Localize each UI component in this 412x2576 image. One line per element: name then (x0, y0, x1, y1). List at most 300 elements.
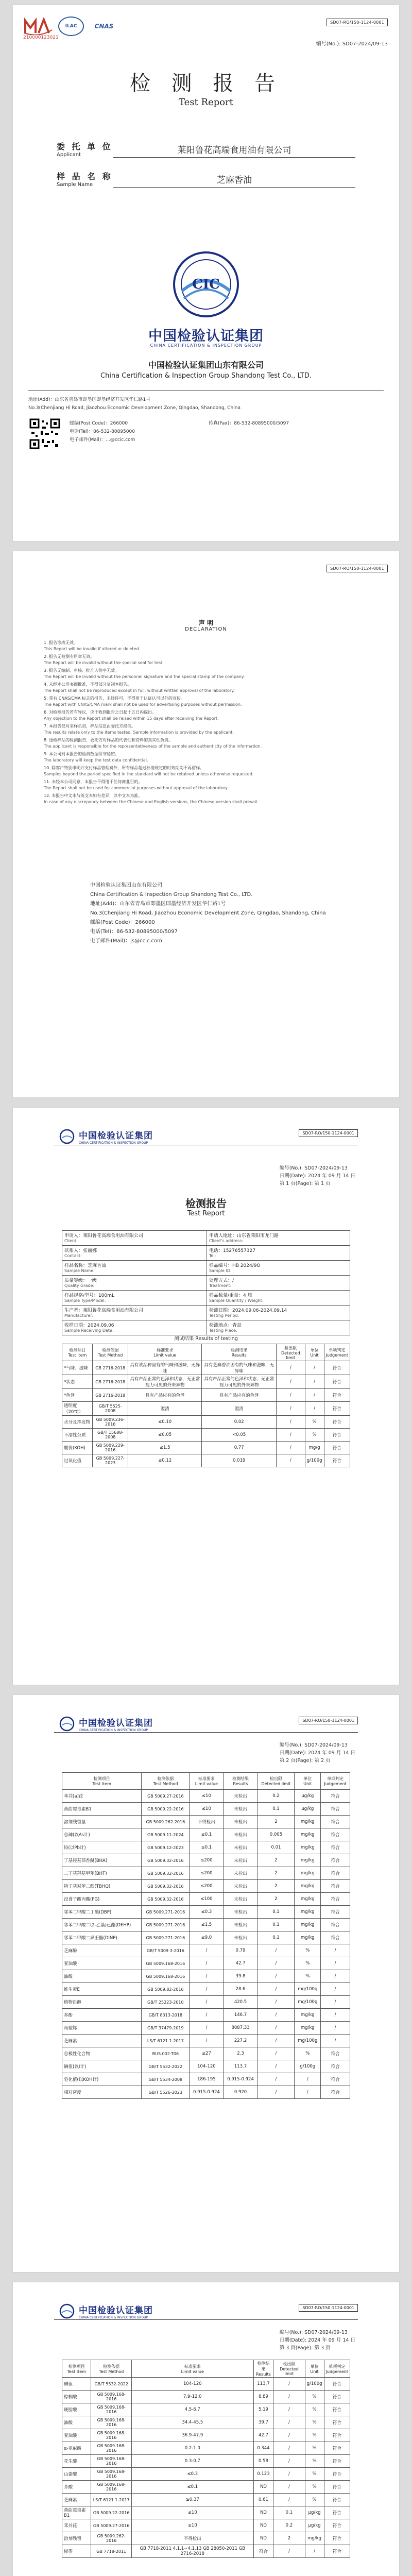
declaration-contact (90, 881, 326, 946)
table-row (62, 2035, 350, 2047)
column-header: 单位 Unit (295, 1773, 321, 1790)
value-cell: / (273, 2391, 305, 2403)
value-cell: / (190, 1983, 224, 1996)
telephone: 电话(Tel)：86-532-80895000 (70, 429, 135, 434)
report-number: 编号(No.): SD07-2024/09-13 (316, 41, 388, 47)
value-cell: 符合 (321, 1931, 350, 1944)
test-item-cell: 过氧化值 (62, 1454, 93, 1467)
test-item-cell: 油酸 (62, 2416, 91, 2429)
value-cell: 未检出 (224, 1790, 258, 1803)
table-row (62, 1416, 350, 1429)
value-cell: ≤0.1 (190, 1828, 224, 1841)
value-cell: / (258, 2060, 295, 2073)
header-meta (280, 1741, 355, 1765)
value-cell: / (190, 1957, 224, 1970)
test-item-cell: 维生素E (62, 1983, 142, 1996)
value-cell: mg/kg (295, 1841, 321, 1854)
table-row (62, 1893, 350, 1906)
table-header-row (62, 1773, 350, 1790)
column-header: 检测依据 Test Method (91, 2360, 131, 2378)
value-cell: g/100g (295, 2060, 321, 2073)
branch-name-cn: 中国检验认证集团山东有限公司 (148, 360, 264, 370)
value-cell: % (305, 2442, 324, 2455)
value-cell: 符合 (321, 2060, 350, 2073)
value-cell: % (305, 2416, 324, 2429)
value-cell: 0.2-1.0 (131, 2442, 253, 2455)
method-cell: LS/T 6121.1-2017 (142, 2035, 190, 2047)
test-item-cell: 水分及挥发物 (62, 1416, 93, 1429)
value-cell: / (190, 1944, 224, 1957)
method-cell: GB 5009.168-2016 (91, 2429, 131, 2442)
list-item: 8. 送检样品的检测报告，委托方对样品的代表性和资料的真实性负责。 The applicant is responsible for the representativeness of the sample and authenticity of the information. (44, 738, 262, 749)
value-cell: 符合 (321, 1919, 350, 1931)
value-cell: 未检出 (224, 1893, 258, 1906)
value-cell: % (305, 2481, 324, 2494)
table-row (62, 1867, 350, 1880)
value-cell: / (305, 2545, 324, 2558)
header-meta (280, 1164, 355, 1188)
method-cell: GB 5009.22-2016 (91, 2506, 131, 2519)
test-item-cell: 棕榈酸 (62, 2391, 91, 2403)
value-cell: ≤0.12 (128, 1454, 201, 1467)
table-row (62, 2391, 350, 2403)
column-header: 标准要求 Limit value (131, 2360, 253, 2378)
info-row (62, 1276, 350, 1291)
table-row (62, 2378, 350, 2391)
value-cell: 113.7 (253, 2378, 273, 2391)
value-cell: 具有产品应有的色泽 (202, 1389, 277, 1402)
table-header-row (62, 1344, 350, 1361)
info-cell: 样品规格/型号：100mL Sample Type/Model: (62, 1291, 207, 1306)
value-cell: 符合 (321, 1790, 350, 1803)
sample-row (57, 170, 355, 188)
value-cell: % (305, 1429, 324, 1442)
value-cell: GB 7718-2011 4.1.1~4.1.13 GB 28050-2011 GB 2716-2018 (131, 2545, 253, 2558)
report-page-3 (13, 2282, 399, 2576)
value-cell: / (190, 2035, 224, 2047)
value-cell: ≤0.10 (128, 1416, 201, 1429)
value-cell: 39.7 (253, 2416, 273, 2429)
value-cell: / (305, 1375, 324, 1389)
value-cell: / (321, 1996, 350, 2009)
table-row (62, 2468, 350, 2481)
method-cell: GB/T 5532-2022 (91, 2378, 131, 2391)
value-cell: / (273, 2481, 305, 2494)
applicant-label-en: Applicant (57, 152, 81, 158)
value-cell: 符合 (321, 1867, 350, 1880)
column-header: 检测结果 Results (202, 1344, 277, 1361)
report-title-cn: 检 测 报 告 (129, 72, 283, 95)
value-cell: 0.915-0.924 (224, 2073, 258, 2086)
contact-address-en: No.3(Chenjiang Hi Road, Jiaozhou Economic Development Zone, Qingdao, Shandong, China (90, 910, 326, 916)
value-cell: mg/kg (295, 1919, 321, 1931)
value-cell: 0.2 (258, 1790, 295, 1803)
method-cell: GB 2716-2018 (93, 1361, 128, 1375)
cma-number: 210000123021 (23, 35, 59, 40)
test-item-cell: 苯并[a]芘 (62, 1790, 142, 1803)
value-cell: ≤200 (190, 1880, 224, 1893)
column-header: 单位 Unit (305, 2360, 324, 2378)
test-item-cell: 碘值 (62, 2378, 91, 2391)
column-header: 单项判定 Judgement (324, 1344, 350, 1361)
value-cell: 具有产品应有的色泽 (128, 1389, 201, 1402)
value-cell: 未检出 (224, 1931, 258, 1944)
value-cell: / (321, 1944, 350, 1957)
header-logo-cn: 中国检验认证集团 (79, 1718, 153, 1728)
value-cell: 符合 (321, 2047, 350, 2060)
value-cell: 2 (258, 1893, 295, 1906)
column-header: 单项判定 Judgement (321, 1773, 350, 1790)
value-cell: ≤9.0 (190, 1931, 224, 1944)
value-cell: ≤0.1 (131, 2481, 253, 2494)
value-cell: 未检出 (224, 1880, 258, 1893)
value-cell: 2 (258, 1854, 295, 1867)
table-row (62, 2060, 350, 2073)
method-cell: GB/T 5534-2008 (142, 2073, 190, 2086)
value-cell: / (258, 2086, 295, 2099)
value-cell: ≤1.5 (190, 1919, 224, 1931)
test-item-cell: 溶剂残留量 (62, 1816, 142, 1828)
value-cell: 澄清 (128, 1402, 201, 1416)
value-cell: 0.1 (258, 1919, 295, 1931)
info-cell: 申请人：莱阳鲁花高端食用油有限公司 Client: (62, 1231, 207, 1246)
value-cell: 符合 (324, 2532, 350, 2545)
value-cell: ≤200 (190, 1867, 224, 1880)
table-row (62, 1970, 350, 1983)
applicant-row (57, 140, 355, 158)
contact-postcode: 邮编(Post Code)：266000 (90, 920, 155, 925)
value-cell: 符合 (321, 2073, 350, 2086)
value-cell: 8.89 (253, 2391, 273, 2403)
value-cell: 符合 (324, 2429, 350, 2442)
test-item-cell: 总砷(以As计) (62, 1828, 142, 1841)
results-table-1 (62, 1344, 350, 1467)
value-cell: 34.4-45.5 (131, 2416, 253, 2429)
table-header-row (62, 2360, 350, 2378)
test-item-cell: 丁基羟基茴香醚(BHA) (62, 1854, 142, 1867)
table-row (62, 2481, 350, 2494)
results-caption: 测试结果 Results of testing (174, 1336, 238, 1342)
table-row (62, 1454, 350, 1467)
column-header: 检测项目 Test item (62, 1773, 142, 1790)
method-cell: GB 5009.262-2016 (91, 2532, 131, 2545)
value-cell: μg/kg (305, 2506, 324, 2519)
value-cell: 227.2 (224, 2035, 258, 2047)
value-cell: mg/kg (305, 2532, 324, 2545)
value-cell: 符合 (321, 1828, 350, 1841)
value-cell: 符合 (324, 2378, 350, 2391)
value-cell: 符合 (324, 2455, 350, 2468)
table-row (62, 2442, 350, 2455)
value-cell: 未检出 (224, 1841, 258, 1854)
method-cell: GB 5009.32-2016 (142, 1854, 190, 1867)
test-item-cell: 亚油酸 (62, 1957, 142, 1970)
list-item: 5. 带有 CNAS/CMA 标志的报告，未经许可，不得用于认证认可以外的宣传。 The Report with CNAS/CMA mark shall not be used for advertising purposes without permission. (44, 696, 242, 707)
table-row (62, 2009, 350, 2022)
table-row (62, 2429, 350, 2442)
test-item-cell: 邻苯二甲酸二(2-乙基)己酯(DEHP) (62, 1919, 142, 1931)
contact-org: 中国检验认证集团山东有限公司 (90, 883, 162, 888)
value-cell: / (321, 2035, 350, 2047)
sample-info-table (62, 1230, 350, 1335)
sample-label-en: Sample Name (57, 182, 93, 188)
list-item: 12. 本报告中文本与英文本如有差异，以中文本为准。 In case of any discrepancy between the Chinese and English versions, the Chinese version shall prevail. (44, 793, 259, 804)
method-cell: GB 2716-2018 (93, 1375, 128, 1389)
method-cell: GB 5009.11-2024 (142, 1828, 190, 1841)
table-row (62, 1906, 350, 1919)
value-cell: / (273, 2416, 305, 2429)
form-code-box: SD07-RO/150-1124-0001 (299, 2304, 358, 2312)
value-cell: ≤1.5 (128, 1442, 201, 1454)
value-cell: % (305, 1416, 324, 1429)
column-header: 检出限 Detected limit (258, 1773, 295, 1790)
value-cell: ND (253, 2532, 273, 2545)
ccic-logo-icon (59, 1129, 75, 1144)
contact-tel: 电话(Tel)：86-532-80895000/5097 (90, 929, 178, 935)
value-cell: ND (253, 2519, 273, 2532)
method-cell: GB 5009.12-2023 (142, 1841, 190, 1854)
test-item-cell: 总极性化合物 (62, 2047, 142, 2060)
value-cell: 澄清 (202, 1402, 277, 1416)
test-item-cell: 花生酸 (62, 2455, 91, 2468)
test-item-cell: 不溶性杂质 (62, 1429, 93, 1442)
value-cell: 420.5 (224, 1996, 258, 2009)
header-logo-cn: 中国检验认证集团 (79, 1131, 153, 1141)
report-date: 日期(Date): 2024 年 09 月 14 日 (279, 1173, 355, 1179)
report-title-en: Test Report (179, 97, 233, 108)
value-cell: ND (253, 2481, 273, 2494)
list-item: 11. 未经本公司同意，本报告不得用于任何商业目的。 The Report shall not be used for commercial purposes without approval of the laboratory. (44, 779, 229, 790)
table-row (62, 2022, 350, 2035)
value-cell: 186-195 (190, 2073, 224, 2086)
list-item: 6. 对检测报告若有异议，应于收到报告之日起十五日内提出。 Any objection to the Report shall be raised within 15 days after receiving the Report. (44, 710, 219, 721)
header-logo-cn: 中国检验认证集团 (79, 2306, 153, 2316)
value-cell: ≤100 (190, 1893, 224, 1906)
method-cell: GB/T 5009.3-2016 (142, 1944, 190, 1957)
header-logo (59, 1128, 153, 1145)
table-row (62, 2494, 350, 2506)
test-item-cell: 标签 (62, 2545, 91, 2558)
test-item-cell: 皂化值(以KOH计) (62, 2073, 142, 2086)
value-cell: 2 (273, 2532, 305, 2545)
value-cell: 2 (258, 1867, 295, 1880)
method-cell: GB/T 8313-2018 (142, 2009, 190, 2022)
test-item-cell: 植物甾醇 (62, 1996, 142, 2009)
ccic-logo-icon (59, 1716, 75, 1732)
table-row (62, 1996, 350, 2009)
value-cell: / (258, 1957, 295, 1970)
info-cell: 联系人：张丽娜 Contact: (62, 1246, 207, 1261)
table-row (62, 1854, 350, 1867)
form-code-box: SD07-RO/150-1124-0001 (327, 19, 388, 26)
value-cell: / (258, 1970, 295, 1983)
value-cell: μg/kg (305, 2519, 324, 2532)
table-row (62, 2086, 350, 2099)
test-item-cell: 溶剂残留 (62, 2532, 91, 2545)
list-item: 3. 报告无编制、审核、批准人签字无效。 The Report will be invalid without the personnel signature and the special stamp of the company. (44, 668, 245, 679)
column-header: 单位 Unit (305, 1344, 324, 1361)
method-cell: GB 5009.236-2016 (93, 1416, 128, 1429)
value-cell: / (258, 2035, 295, 2047)
value-cell: μg/kg (295, 1803, 321, 1816)
value-cell: / (190, 1996, 224, 2009)
value-cell: 符合 (321, 1854, 350, 1867)
report-date: 日期(Date): 2024 年 09 月 14 日 (279, 1750, 355, 1756)
value-cell: 符合 (324, 2403, 350, 2416)
value-cell: 符合 (321, 1906, 350, 1919)
test-item-cell: 特丁基对苯二酚(TBHQ) (62, 1880, 142, 1893)
value-cell: 0.02 (202, 1416, 277, 1429)
table-row (62, 1816, 350, 1828)
value-cell: 0.01 (258, 1841, 295, 1854)
ccic-logo-icon (59, 2303, 75, 2319)
method-cell: LS/T 6121.1-2017 (91, 2494, 131, 2506)
method-cell: GB/T 5525-2008 (93, 1402, 128, 1416)
postcode: 邮编(Post Code)：266000 (70, 421, 128, 426)
value-cell: % (305, 2429, 324, 2442)
form-code-box: SD07-RO/150-1124-0001 (299, 1129, 358, 1137)
value-cell: % (295, 1957, 321, 1970)
page-number: 第 1 页(Page): 第 1 页 (279, 1181, 331, 1187)
info-row (62, 1261, 350, 1276)
table-row (62, 2545, 350, 2558)
table-row (62, 2073, 350, 2086)
test-item-cell: 山嵛酸 (62, 2468, 91, 2481)
table-row (62, 2532, 350, 2545)
value-cell: 未检出 (224, 1906, 258, 1919)
value-cell: 符合 (324, 2519, 350, 2532)
value-cell: 不得检出 (131, 2532, 253, 2545)
value-cell: 7.9-12.0 (131, 2391, 253, 2403)
value-cell: / (277, 1361, 305, 1375)
contact-org-en: China Certification & Inspection Group Shandong Test Co., LTD. (90, 892, 253, 897)
info-cell: 样品编号：HB 2024/9O Sample ID: (207, 1261, 350, 1276)
method-cell: GB/T 37479-2019 (142, 2022, 190, 2035)
info-row (62, 1231, 350, 1246)
table-row (62, 2416, 350, 2429)
value-cell: ND (253, 2506, 273, 2519)
method-cell: GB 5009.168-2016 (91, 2403, 131, 2416)
value-cell: 符合 (321, 1893, 350, 1906)
report-title-cn: 检测报告 (185, 1197, 227, 1210)
header-logo-en: CHINA CERTIFICATION & INSPECTION GROUP (79, 1728, 148, 1732)
value-cell: 未检出 (224, 1828, 258, 1841)
value-cell: μg/kg (295, 1790, 321, 1803)
value-cell: / (273, 2468, 305, 2481)
value-cell: % (305, 2455, 324, 2468)
header-logo-en: CHINA CERTIFICATION & INSPECTION GROUP (79, 2316, 148, 2319)
column-header: 检测依据 Test Method (142, 1773, 190, 1790)
value-cell: / (258, 2047, 295, 2060)
value-cell: / (321, 2022, 350, 2035)
info-row (62, 1320, 350, 1335)
test-item-cell: *状态 (62, 1375, 93, 1389)
method-cell: GB 5009.262-2016 (142, 1816, 190, 1828)
ilac-badge: ILAC (58, 16, 84, 36)
method-cell: GB 5009.27-2016 (91, 2519, 131, 2532)
value-cell: 符合 (321, 1816, 350, 1828)
method-cell: GB 5009.168-2016 (91, 2442, 131, 2455)
value-cell: 未检出 (224, 1854, 258, 1867)
list-item: 4. 未经本公司书面批准，不得部分复制本报告。 The Report shall not be reproduced except in full, without written approval of the laboratory. (44, 682, 235, 693)
header-logo-en: CHINA CERTIFICATION & INSPECTION GROUP (79, 1141, 148, 1145)
value-cell: ≤10 (131, 2506, 253, 2519)
value-cell: 42.7 (253, 2429, 273, 2442)
report-number: 编号(No.): SD07-2024/09-13 (279, 2330, 348, 2335)
test-item-cell: 铅(以Pb计) (62, 1841, 142, 1854)
column-header: 检测项目 Test item (62, 2360, 91, 2378)
value-cell: mg/100g (295, 2035, 321, 2047)
value-cell: 0.1 (258, 1803, 295, 1816)
value-cell: / (190, 2009, 224, 2022)
list-item: 9. 本公司对本报告的检测数据保守秘密。 The laboratory will keep the test data confidential. (44, 752, 148, 762)
test-item-cell: 芝麻酚 (62, 1944, 142, 1957)
value-cell: 0.915-0.924 (190, 2086, 224, 2099)
info-row (62, 1246, 350, 1261)
report-date: 日期(Date): 2024 年 09 月 14 日 (279, 2337, 355, 2343)
list-item: 1. 报告涂改无效。 This Report will be invalid if altered or deleted. (44, 640, 141, 651)
declaration-title-en: DECLARATION (185, 626, 227, 632)
column-header: 检测结果 Results (253, 2360, 273, 2378)
declaration-list (44, 640, 368, 807)
value-cell: 未检出 (224, 1803, 258, 1816)
value-cell: 0.123 (253, 2468, 273, 2481)
table-row (62, 1361, 350, 1375)
value-cell: / (305, 1389, 324, 1402)
value-cell: ≤0.3 (190, 1906, 224, 1919)
value-cell: 113.7 (224, 2060, 258, 2073)
value-cell: mg/kg (295, 1906, 321, 1919)
column-header: 检测结果 Results (224, 1773, 258, 1790)
info-row (62, 1306, 350, 1320)
value-cell: 具有该品种固有的气味和滋味，无异味 (128, 1361, 201, 1375)
method-cell: GB 5009.271-2016 (142, 1931, 190, 1944)
value-cell: / (321, 1957, 350, 1970)
value-cell: 8087.33 (224, 2022, 258, 2035)
form-code-box: SD07-RO/150-1124-0001 (327, 565, 388, 572)
value-cell: / (273, 2442, 305, 2455)
value-cell: % (295, 1970, 321, 1983)
cnas-badge: CNAS (94, 23, 114, 30)
test-item-cell: 硬脂酸 (62, 2403, 91, 2416)
test-item-cell: *气味、滋味 (62, 1361, 93, 1375)
value-cell: 符合 (324, 1429, 350, 1442)
form-code-box: SD07-RO/150-1124-0001 (299, 1717, 358, 1724)
value-cell: / (273, 2378, 305, 2391)
table-row (62, 1429, 350, 1442)
table-row (62, 1389, 350, 1402)
method-cell: GB 5009.168-2016 (91, 2416, 131, 2429)
cover-contact (28, 396, 241, 412)
value-cell: 0.2 (273, 2519, 305, 2532)
certification-logos (23, 16, 119, 40)
header-logo (59, 1716, 153, 1732)
sample-value: 芝麻香油 (113, 173, 355, 188)
test-item-cell: *色泽 (62, 1389, 93, 1402)
value-cell: 0.3-0.7 (131, 2455, 253, 2468)
value-cell: / (295, 2086, 321, 2099)
value-cell: 符合 (324, 1389, 350, 1402)
value-cell: / (277, 1375, 305, 1389)
method-cell: GB 5009.168-2016 (91, 2391, 131, 2403)
table-row (62, 2519, 350, 2532)
value-cell: 0.019 (202, 1454, 277, 1467)
page-number: 第 2 页(Page): 第 2 页 (279, 1758, 331, 1764)
info-row (62, 1291, 350, 1306)
value-cell: / (273, 2429, 305, 2442)
value-cell: / (305, 1361, 324, 1375)
column-header: 标准要求 Limit value (128, 1344, 201, 1361)
